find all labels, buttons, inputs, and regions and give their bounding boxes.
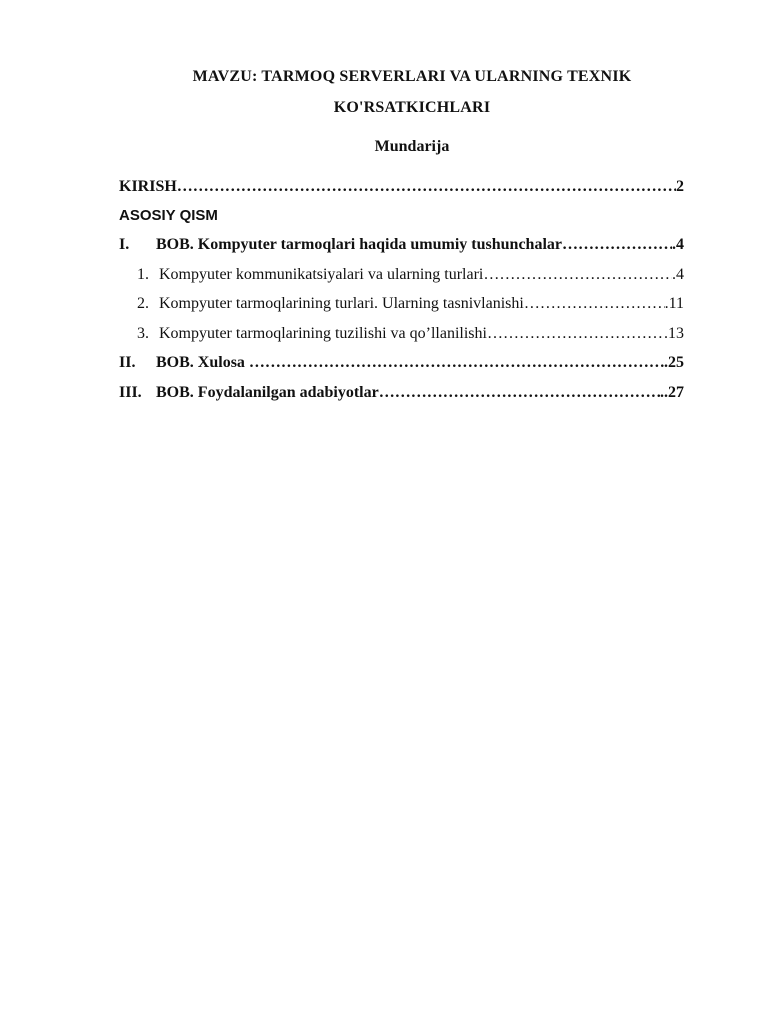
toc-entry-number: II. <box>119 354 136 371</box>
toc-page-number: .25 <box>664 354 684 371</box>
toc-entry-section-1 <box>137 266 684 284</box>
toc-entry-chapter-1 <box>119 236 684 254</box>
toc-leader-dots <box>562 236 672 254</box>
toc-entry-number: I. <box>119 236 130 253</box>
toc-entry-number: 2. <box>137 295 149 312</box>
toc-page-number: .4 <box>672 266 684 283</box>
toc-entry-label: BOB. Xulosa <box>156 354 249 371</box>
toc-entry-number: III. <box>119 384 142 401</box>
toc-entry-number: 3. <box>137 325 149 342</box>
toc-page-number: ..27 <box>660 384 684 401</box>
toc-entry-label: BOB. Foydalanilgan adabiyotlar <box>156 384 379 401</box>
title-line-1: MAVZU: TARMOQ SERVERLARI VA ULARNING TEXNIK <box>192 68 632 85</box>
toc-page-number: .13 <box>664 325 684 342</box>
toc-entry-chapter-3 <box>119 384 684 402</box>
title-line-2: KO'RSATKICHLARI <box>333 99 491 116</box>
toc-entry-number: 1. <box>137 266 149 283</box>
toc-entry-label: KIRISH <box>119 178 177 195</box>
toc-leader-dots <box>249 354 664 372</box>
toc-entry-label: BOB. Kompyuter tarmoqlari haqida umumiy tushunchalar <box>156 236 562 253</box>
toc-page-number: 2 <box>676 178 684 195</box>
toc-page-number: .11 <box>664 295 684 312</box>
toc-page-number: .4 <box>672 236 684 253</box>
toc-leader-dots <box>487 325 664 343</box>
toc-entry-chapter-2 <box>119 354 684 372</box>
toc-entry-label: Kompyuter tarmoqlarining turlari. Ularning tasnivlanishi <box>159 295 524 312</box>
toc-entry-kirish <box>119 178 684 196</box>
contents-heading: Mundarija <box>374 138 450 155</box>
toc-section-asosiy: ASOSIY QISM <box>119 207 218 224</box>
toc-leader-dots <box>524 295 665 313</box>
toc-leader-dots <box>483 266 672 284</box>
toc-entry-label: Kompyuter kommunikatsiyalari va ularning turlari <box>159 266 484 283</box>
toc-entry-label: Kompyuter tarmoqlarining tuzilishi va qo’llanilishi <box>159 325 487 342</box>
toc-entry-section-2 <box>137 295 684 313</box>
toc-leader-dots <box>177 178 676 196</box>
toc-leader-dots <box>379 384 660 402</box>
toc-entry-section-3 <box>137 325 684 343</box>
